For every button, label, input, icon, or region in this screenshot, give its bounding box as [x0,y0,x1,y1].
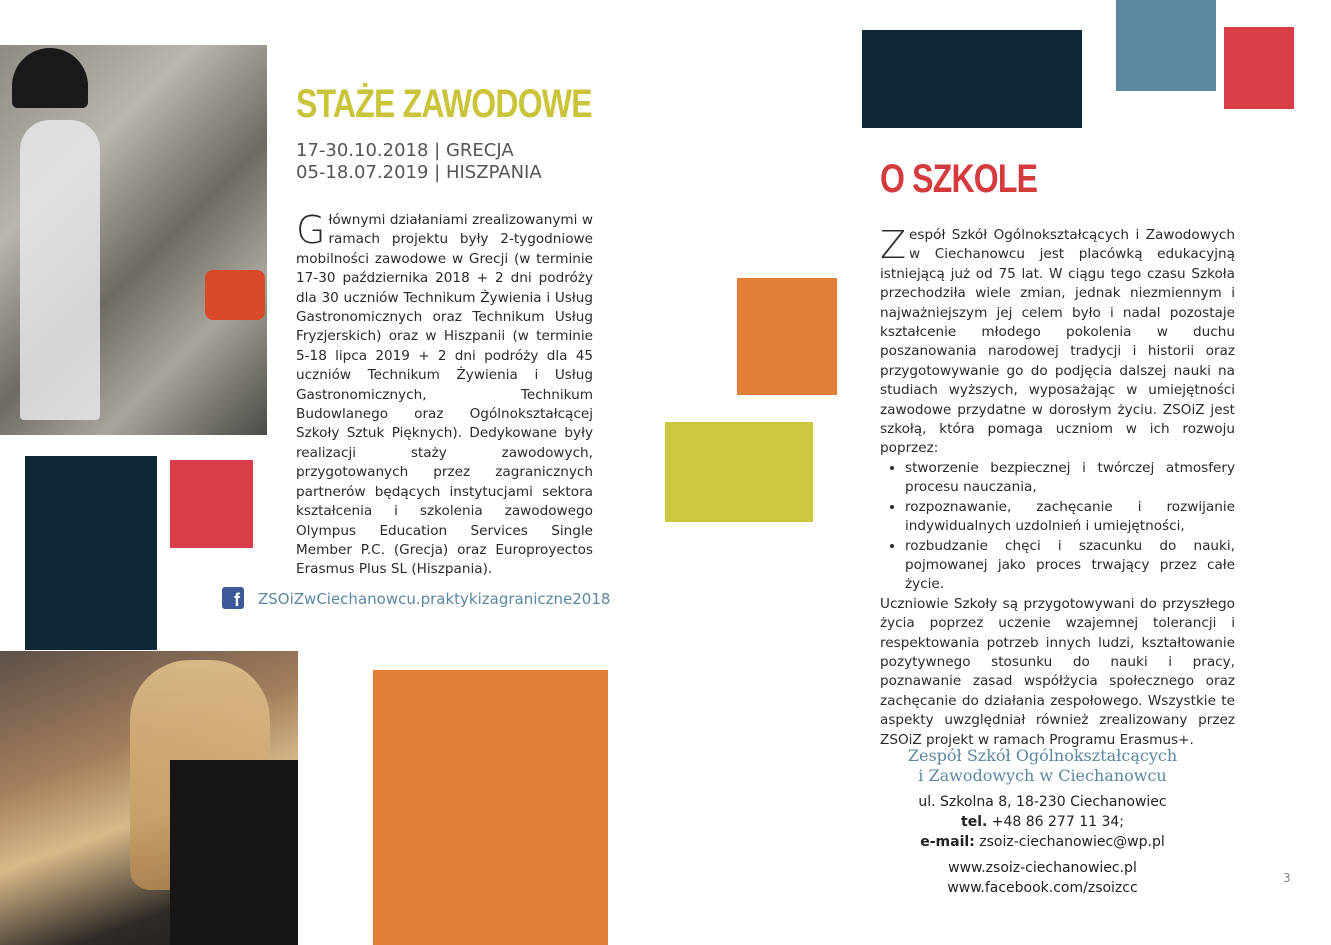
page-number: 3 [1283,871,1291,885]
decor-navy-block [862,30,1082,128]
website-link[interactable]: www.zsoiz-ciechanowiec.pl [948,860,1137,876]
school-name-1: Zespół Szkół Ogólnokształcących [907,746,1178,765]
left-body-text: łównymi działaniami zrealizowanymi w ramach projektu były 2-tygodniowe mobilności zawodowe w Grecji (w terminie 17-30 października 2018 + 2 dni podróży dla 30 uczniów Technikum Żywienia i Usług Gastronomicznych oraz Technikum Usług Fryzjerskich) oraz w Hiszpanii (w terminie 5-18 lipca 2019 + 2 dni podróży dla 45 uczniów Technikum Żywienia i Usług Gastronomicznych, Technikum Budowlanego oraz Ogólnokształcącej Szkoły Sztuk Pięknych). Dedykowane były realizacji staży zawodowych, przygotowanych przez zagranicznych partnerów będących instytucjami sektora kształcenia i szkolenia zawodowego Olympus Education Services Single Member P.C. (Grecja) oraz Europroyectos Erasmus Plus SL (Hiszpania). [296,212,593,578]
decor-red-rect [1224,27,1294,109]
right-body [880,223,1235,750]
decor-navy-square [25,456,157,650]
email-label: e-mail: [920,834,975,850]
drop-cap: Z [880,223,907,267]
email-line [880,832,1205,852]
date-spain: 05-18.07.2019 | HISZPANIA [296,162,542,183]
address: ul. Szkolna 8, 18-230 Ciechanowiec [918,794,1167,810]
list-item: • stworzenie bezpiecznej i twórczej atmosfery procesu nauczania, [905,459,1235,498]
email[interactable]: zsoiz-ciechanowiec@wp.pl [979,834,1165,850]
date-greece: 17-30.10.2018 | GRECJA [296,140,514,161]
decor-orange-square [737,278,837,395]
decor-yellow-square [665,422,813,522]
list-item: • rozpoznawanie, zachęcanie i rozwijanie indywidualnych uzdolnień i umiejętności, [905,498,1235,537]
facebook-icon: f [222,587,244,609]
photo-detail-tomatoes [205,270,265,320]
list-item: • rozbudzanie chęci i szacunku do nauki, pojmowanej jako proces trwający przez całe życie. [905,537,1235,595]
dates [296,140,542,184]
left-body [296,208,593,580]
right-title: O SZKOLE [880,157,1038,201]
photo-detail-shirt [170,760,298,945]
contact-footer [880,746,1205,898]
bullet-list [880,459,1235,595]
decor-blue-square [1116,0,1216,91]
photo-detail-chef [20,120,100,420]
decor-red-square [170,460,253,548]
phone-line [880,812,1205,832]
decor-orange-block [373,670,608,945]
drop-cap: G [296,208,326,252]
facebook-link[interactable]: ZSOiZwCiechanowcu.praktykizagraniczne2018 [258,590,611,608]
facebook-url[interactable]: www.facebook.com/zsoizcc [947,880,1138,896]
outro-text: Uczniowie Szkoły są przygotowywani do przyszłego życia poprzez uczenie wzajemnej tolerancji i respektowania potrzeb innych ludzi, kształtowanie pozytywnego stosunku do nauki i pracy, poznawanie zasad współżycia społecznego oraz zachęcanie do działania zespołowego. Wszystkie te aspekty uwzględniał również zrealizowany przez ZSOiZ projekt w ramach Programu Erasmus+. [880,595,1235,748]
tel-label: tel. [961,814,988,830]
phone: +48 86 277 11 34; [991,814,1124,830]
left-title: STAŻE ZAWODOWE [296,82,592,126]
intro-text: espół Szkół Ogólnokształcących i Zawodowych w Ciechanowcu jest placówką edukacyjną istniejącą już od 75 lat. W ciągu tego czasu Szkoła przechodziła wiele zmian, jednak niezmiennym i najważniejszym jej celem było i nadal pozostaje kształcenie młodego pokolenia w duchu poszanowania narodowej tradycji i historii oraz przygotowywanie go do podjęcia dalszej nauki na studiach wyższych, wyposażając w umiejętności zawodowe przydatne w dorosłym życiu. ZSOiZ jest szkołą, która pomaga uczniom w ich rozwoju poprzez: [880,227,1235,457]
school-name-2: i Zawodowych w Ciechanowcu [918,766,1167,785]
